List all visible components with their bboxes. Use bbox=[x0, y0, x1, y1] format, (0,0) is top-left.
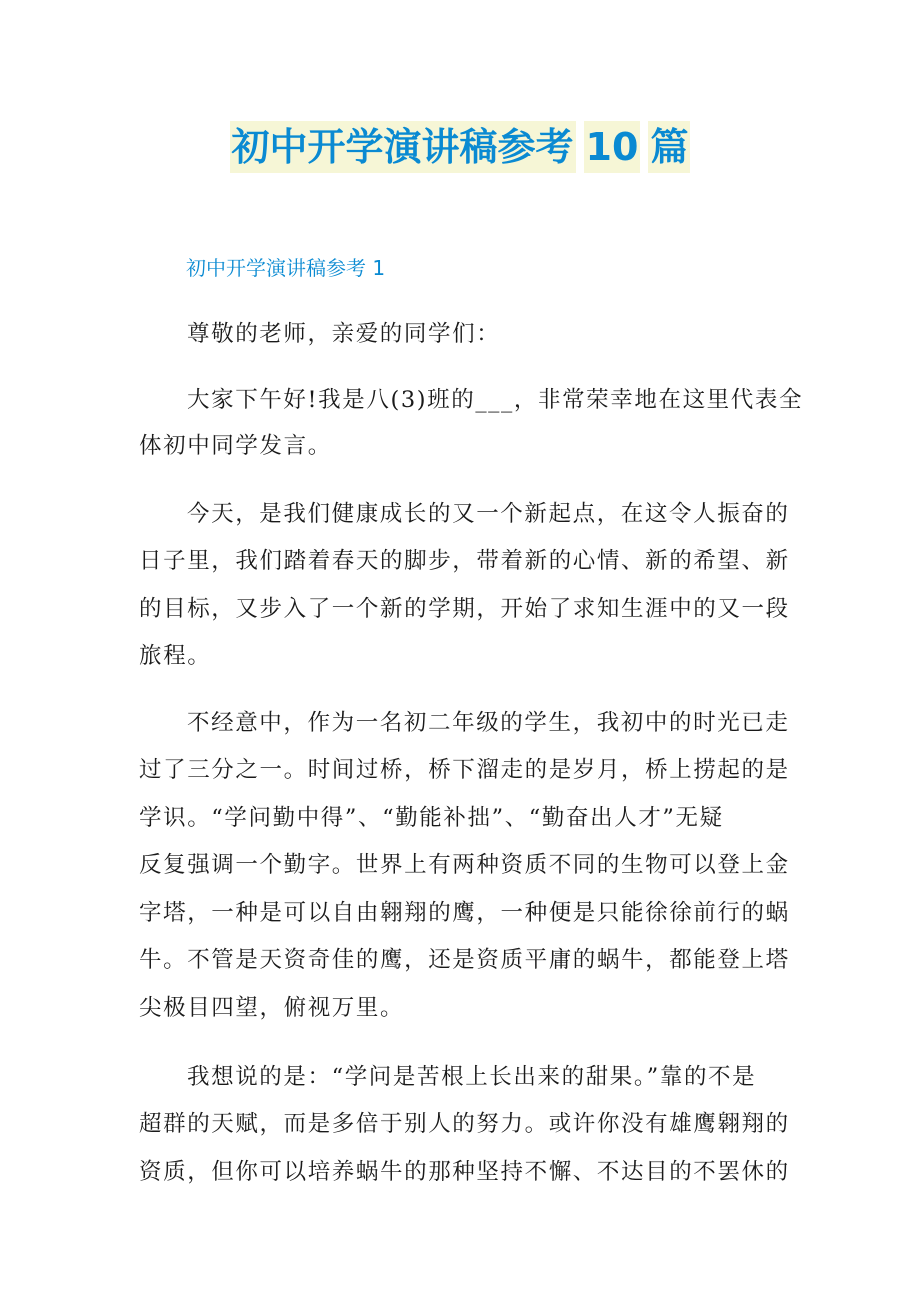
section-heading: 初中开学演讲稿参考 1 bbox=[186, 256, 386, 280]
paragraph-new-start-line: 的目标，又步入了一个新的学期，开始了求知生涯中的又一段 bbox=[139, 596, 790, 622]
paragraph-diligence-line: 尖极目四望，俯视万里。 bbox=[139, 995, 405, 1021]
paragraph-greeting-line: 体初中同学发言。 bbox=[139, 433, 332, 459]
paragraph-diligence-line: 字塔，一种是可以自由翱翔的鹰，一种便是只能徐徐前行的蜗 bbox=[139, 900, 790, 926]
title-segment-suffix: 篇 bbox=[648, 121, 690, 173]
paragraph-diligence-line: 过了三分之一。时间过桥，桥下溜走的是岁月，桥上捞起的是 bbox=[139, 757, 790, 783]
paragraph-sweet-fruit-line: 我想说的是：“学问是苦根上长出来的甜果。”靠的不是 bbox=[187, 1064, 757, 1090]
paragraph-greeting-line: 大家下午好!我是八(3)班的___，非常荣幸地在这里代表全 bbox=[187, 387, 804, 413]
paragraph-new-start-line: 今天，是我们健康成长的又一个新起点，在这令人振奋的 bbox=[187, 501, 790, 527]
paragraph-new-start-line: 日子里，我们踏着春天的脚步，带着新的心情、新的希望、新 bbox=[139, 548, 790, 574]
paragraph-diligence-line: 学识。“学问勤中得”、“勤能补拙”、“勤奋出人才”无疑 bbox=[139, 805, 724, 831]
paragraph-diligence-line: 反复强调一个勤字。世界上有两种资质不同的生物可以登上金 bbox=[139, 852, 790, 878]
paragraph-new-start-line: 旅程。 bbox=[139, 643, 212, 669]
document-title bbox=[0, 121, 920, 173]
paragraph-sweet-fruit-line: 超群的天赋，而是多倍于别人的努力。或许你没有雄鹰翱翔的 bbox=[139, 1111, 790, 1137]
paragraph-diligence-line: 不经意中，作为一名初二年级的学生，我初中的时光已走 bbox=[187, 710, 790, 736]
paragraph-sweet-fruit-line: 资质，但你可以培养蜗牛的那种坚持不懈、不达目的不罢休的 bbox=[139, 1159, 790, 1185]
paragraph-diligence-line: 牛。不管是天资奇佳的鹰，还是资质平庸的蜗牛，都能登上塔 bbox=[139, 947, 790, 973]
title-segment-number: 10 bbox=[584, 121, 641, 173]
paragraph-salutation-line: 尊敬的老师，亲爱的同学们： bbox=[187, 321, 501, 347]
title-segment-main: 初中开学演讲稿参考 bbox=[230, 121, 576, 173]
